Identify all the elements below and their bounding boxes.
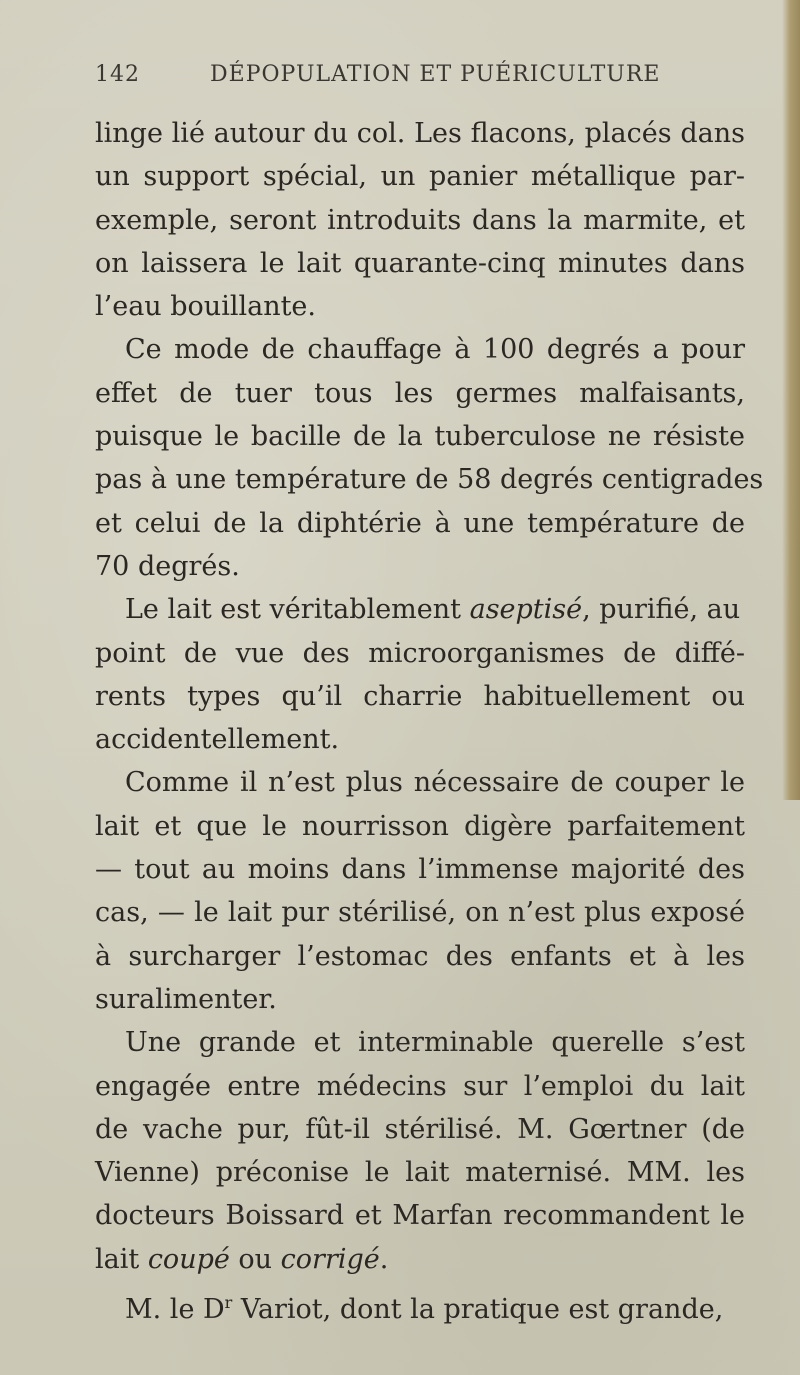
text-line: accidentellement. <box>95 724 340 756</box>
text-line <box>95 588 745 631</box>
text-line: linge lié autour du col. Les flacons, placés dans <box>95 118 745 149</box>
text-run: lait <box>95 1243 148 1275</box>
text-line: Vienne) préconise le lait maternisé. MM. les <box>95 1157 745 1189</box>
text-line: à surcharger l’estomac des enfants et à les <box>95 940 745 972</box>
text-line <box>95 1238 745 1281</box>
text-line: un support spécial, un panier métallique par- <box>95 161 745 193</box>
text-line: et celui de la diphtérie à une température de <box>95 507 745 539</box>
text-line: de vache pur, fût-il stérilisé. M. Gœrtner (de <box>95 1113 745 1145</box>
running-header <box>95 62 661 98</box>
text-line: pas à une température de 58 degrés centigrades <box>95 464 764 496</box>
italic-term: coupé <box>147 1243 230 1275</box>
text-line: docteurs Boissard et Marfan recommandent le <box>95 1200 745 1232</box>
page-edge <box>782 0 800 800</box>
text-line: rents types qu’il charrie habituellement ou <box>95 680 745 712</box>
text-line <box>95 1281 745 1324</box>
text-line: — tout au moins dans l’immense majorité des <box>95 854 745 886</box>
text-run: Le lait est véritablement <box>125 594 470 626</box>
text-line: lait et que le nourrisson digère parfaitement <box>95 810 745 842</box>
body-text <box>95 112 764 1326</box>
text-line: Comme il n’est plus nécessaire de couper le <box>125 767 745 799</box>
text-line: exemple, seront introduits dans la marmite, et <box>95 204 745 236</box>
text-line: 70 degrés. <box>95 550 240 582</box>
text-line: point de vue des microorganismes de diffé- <box>95 637 745 669</box>
text-run: ou <box>229 1243 281 1275</box>
text-line: cas, — le lait pur stérilisé, on n’est plus exposé <box>95 897 745 929</box>
text-line: suralimenter. <box>95 983 277 1015</box>
text-line: l’eau bouillante. <box>95 291 316 323</box>
text-line: Une grande et interminable querelle s’est <box>125 1027 745 1059</box>
text-run: Variot, dont la pratique est grande, <box>232 1294 724 1326</box>
text-line: engagée entre médecins sur l’emploi du lait <box>95 1070 745 1102</box>
italic-term: corrigé <box>280 1243 380 1275</box>
page-number: 142 <box>95 62 140 87</box>
running-title: DÉPOPULATION ET PUÉRICULTURE <box>210 62 661 87</box>
text-line: effet de tuer tous les germes malfaisants, <box>95 377 745 409</box>
text-run: . <box>379 1243 389 1275</box>
text-run: M. le D <box>125 1294 225 1326</box>
italic-term: aseptisé <box>469 594 583 626</box>
text-line: puisque le bacille de la tuberculose ne résiste <box>95 421 745 453</box>
text-run: , purifié, au <box>582 594 741 626</box>
text-line: on laissera le lait quarante-cinq minutes dans <box>95 247 745 279</box>
text-line: Ce mode de chauffage à 100 degrés a pour <box>125 334 745 366</box>
superscript: r <box>224 1293 233 1313</box>
